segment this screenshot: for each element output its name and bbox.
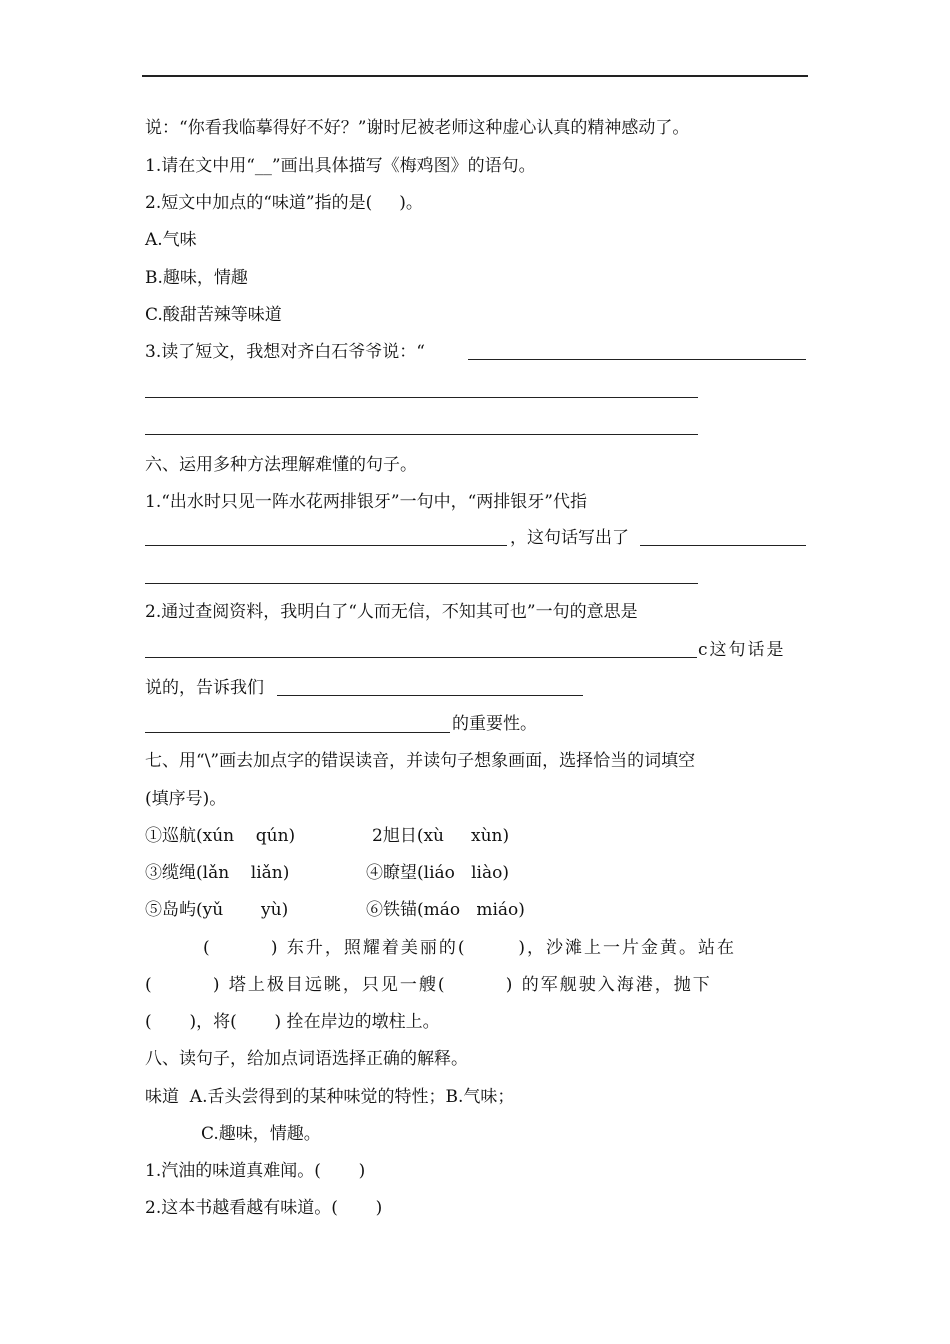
header-rule [142,75,808,77]
option-a: A.气味 [145,230,197,250]
section-6-q2: 2.通过查阅资料，我明白了“人而无信，不知其可也”一句的意思是 [145,602,638,622]
question-3: 3.读了短文，我想对齐白石爷爷说：“ [145,342,425,362]
answer-line[interactable] [277,695,583,696]
section-6-q2-cont: c这句话是 [698,640,786,660]
answer-line[interactable] [145,657,697,658]
pinyin-item-1: ①巡航(xún qún) [145,826,296,846]
pinyin-item-3: ③缆绳(lǎn liǎn) [145,863,290,883]
answer-line[interactable] [145,583,698,584]
definition-list: 味道 A.舌头尝得到的某种味觉的特性；B.气味； [145,1087,515,1107]
section-7-title: 七、用“\”画去加点字的错误读音，并读句子想象画面，选择恰当的词填空 [145,751,696,771]
section-6-q2-tell: 说的，告诉我们 [145,678,264,698]
fill-sentence-1: ( ) 东升，照耀着美丽的( )，沙滩上一片金黄。站在 [203,938,736,958]
section-8-q2: 2.这本书越看越有味道。( ) [145,1198,383,1218]
section-8-q1: 1.汽油的味道真难闻。( ) [145,1161,366,1181]
fill-sentence-2: ( ) 塔上极目远眺，只见一艘( ) 的军舰驶入海港，抛下 [145,975,712,995]
pinyin-item-4: ④瞭望(liáo liào) [366,863,509,883]
answer-line[interactable] [640,545,806,546]
section-6-q2-end: 的重要性。 [452,714,537,734]
option-c: C.酸甜苦辣等味道 [145,305,282,325]
answer-line[interactable] [145,545,507,546]
answer-line[interactable] [145,732,450,733]
passage-ending: 说：“你看我临摹得好不好？”谢时尼被老师这种虚心认真的精神感动了。 [145,118,690,138]
question-1: 1.请在文中用“__”画出具体描写《梅鸡图》的语句。 [145,156,536,176]
question-2: 2.短文中加点的“味道”指的是( )。 [145,193,423,213]
fill-sentence-3: ( )，将( ) 拴在岸边的墩柱上。 [145,1012,440,1032]
answer-line[interactable] [468,359,806,360]
section-6-q1: 1.“出水时只见一阵水花两排银牙”一句中，“两排银牙”代指 [145,492,587,512]
definition-c: C.趣味，情趣。 [201,1124,321,1144]
section-8-title: 八、读句子，给加点词语选择正确的解释。 [145,1049,468,1069]
section-6-title: 六、运用多种方法理解难懂的句子。 [145,455,417,475]
section-6-q1-cont: ，这句话写出了 [510,528,629,548]
answer-line[interactable] [145,397,698,398]
answer-line[interactable] [145,434,698,435]
section-7-title-cont: (填序号)。 [145,789,227,809]
option-b: B.趣味，情趣 [145,268,248,288]
pinyin-item-6: ⑥铁锚(máo miáo) [366,900,525,920]
pinyin-item-2: 2旭日(xù xùn) [372,826,510,846]
pinyin-item-5: ⑤岛屿(yǔ yù) [145,900,289,920]
